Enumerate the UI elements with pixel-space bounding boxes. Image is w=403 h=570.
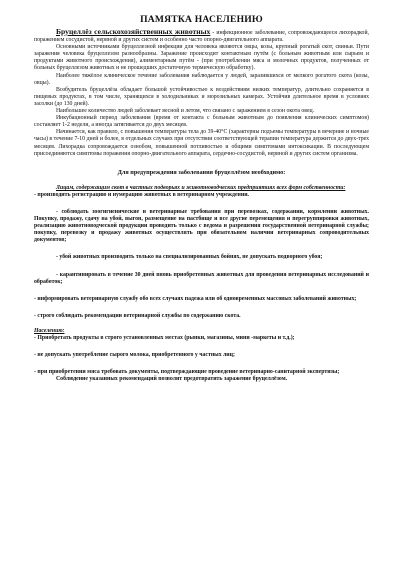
population-conclusion: Соблюдение указанных рекомендаций позволит предотвратить заражение бруцеллёзом.: [56, 376, 288, 383]
owners-item-registration: - производить регистрацию и нумерацию животных в ветеринарном учреждении.: [34, 191, 249, 198]
paragraph-symptoms: Начинается, как правило, с повышения температуры тела до 39-40°С (характерны подъемы температуры в вечерние и ночные часы) в течение 7-10 дней и более, в отдельных случаях при отсутствии соответствующей терапии температура держится до двух-трех месяцев. Лихорадка сопровождается ознобом, повышенной потливостью и общими симптомами интоксикации. В последующем присоединяются симптомы поражения опорно-двигательного аппарата, сердечно-сосудистой, нервной и других систем организма.: [34, 129, 369, 157]
population-item-documents: - при приобретении мяса требовать документы, подтверждающие проведение ветеринарно-санитарной экспертизы;: [34, 369, 340, 376]
population-heading: Населению:: [34, 327, 65, 334]
paragraph-severity: Наиболее тяжёлое клиническое течение заболевания наблюдается у людей, заразившихся от мелкого рогатого скота (козы, овцы).: [34, 72, 369, 86]
paragraph-sources: Основными источниками бруцеллезной инфекции для человека являются овцы, козы, крупный рогатый скот, свиньи. Пути заражения человека бруцеллезом разнообразны. Заражение происходит контактным путём (с больным животным или сырьем и продуктами животного происхождения), алиментарным путём - (при употреблении мяса и молочных продуктов, полученных от больных бруцеллезом животных и не прошедших достаточную термическую обработку).: [34, 44, 369, 72]
intro-paragraph: [34, 28, 369, 44]
paragraph-incubation: Инкубационный период заболевания (время от контакта с больным животным до появления клинических симптомов) составляет 1-2 недели, а иногда затягивается до двух месяцев.: [34, 115, 369, 129]
paragraph-season: Наибольшее количество людей заболевает весной и летом, что связано с заражением в сезон окота овец.: [56, 108, 315, 115]
owners-item-inform: - информировать ветеринарную службу обо всех случаях падежа или об одновременных массовых заболеваний животных;: [34, 295, 357, 302]
paragraph-resistance: Возбудитель бруцеллёза обладает большой устойчивостью к воздействиям низких температур, длительно сохраняется в пищевых продуктах, в том числе, хранящихся в холодильниках и морозильных камерах. Устойчив длительное время в условиях засолки (до 130 дней).: [34, 86, 369, 107]
owners-item-slaughter: - убой животных производить только на специализированных бойнях, не допускать подворного убоя;: [56, 254, 323, 261]
population-item-raw-milk: - не допускать употребление сырого молока, приобретенного у частных лиц;: [34, 352, 235, 359]
prevention-heading: Для предупреждения заболевания бруцеллёзом необходимо:: [117, 168, 286, 176]
page-title: ПАМЯТКА НАСЕЛЕНИЮ: [140, 14, 263, 25]
disease-name: Бруцеллёз сельскохозяйственных животных: [56, 27, 211, 36]
owners-item-recommendations: - строго соблюдать рекомендации ветеринарной службы по содержанию скота.: [34, 312, 241, 319]
owners-item-requirements: - соблюдать зоогигиенические и ветеринарные требования при перевозках, содержании, кормлении животных. Покупку, продажу, сдачу на убой, выгон, размещение на пастбище и все другие перемещения и перегруппировки животных, реализацию животноводческой продукции проводить только с ведома и разрешения государственной ветеринарной службы; покупку, перевозку и продажу животных осуществлять при обязательном наличии ветеринарных сопроводительных документов;: [34, 208, 369, 244]
population-item-purchase: - Приобретать продукты в строго установленных местах (рынки, магазины, мини -маркеты и т.д.);: [34, 335, 295, 341]
owners-item-quarantine: - карантинировать в течение 30 дней вновь приобретенных животных для проведения ветеринарных исследований и обработок;: [34, 271, 369, 285]
disease-definition: - инфекционное заболевание, сопровождающееся лихорадкой, поражением сосудистой, нервной и других систем и особенно часто опорно-двигательного аппарата.: [34, 30, 369, 44]
owners-heading: Лицам, содержащим скот в частных подворьях и животноводческих предприятиях всех форм собственности:: [56, 184, 346, 191]
